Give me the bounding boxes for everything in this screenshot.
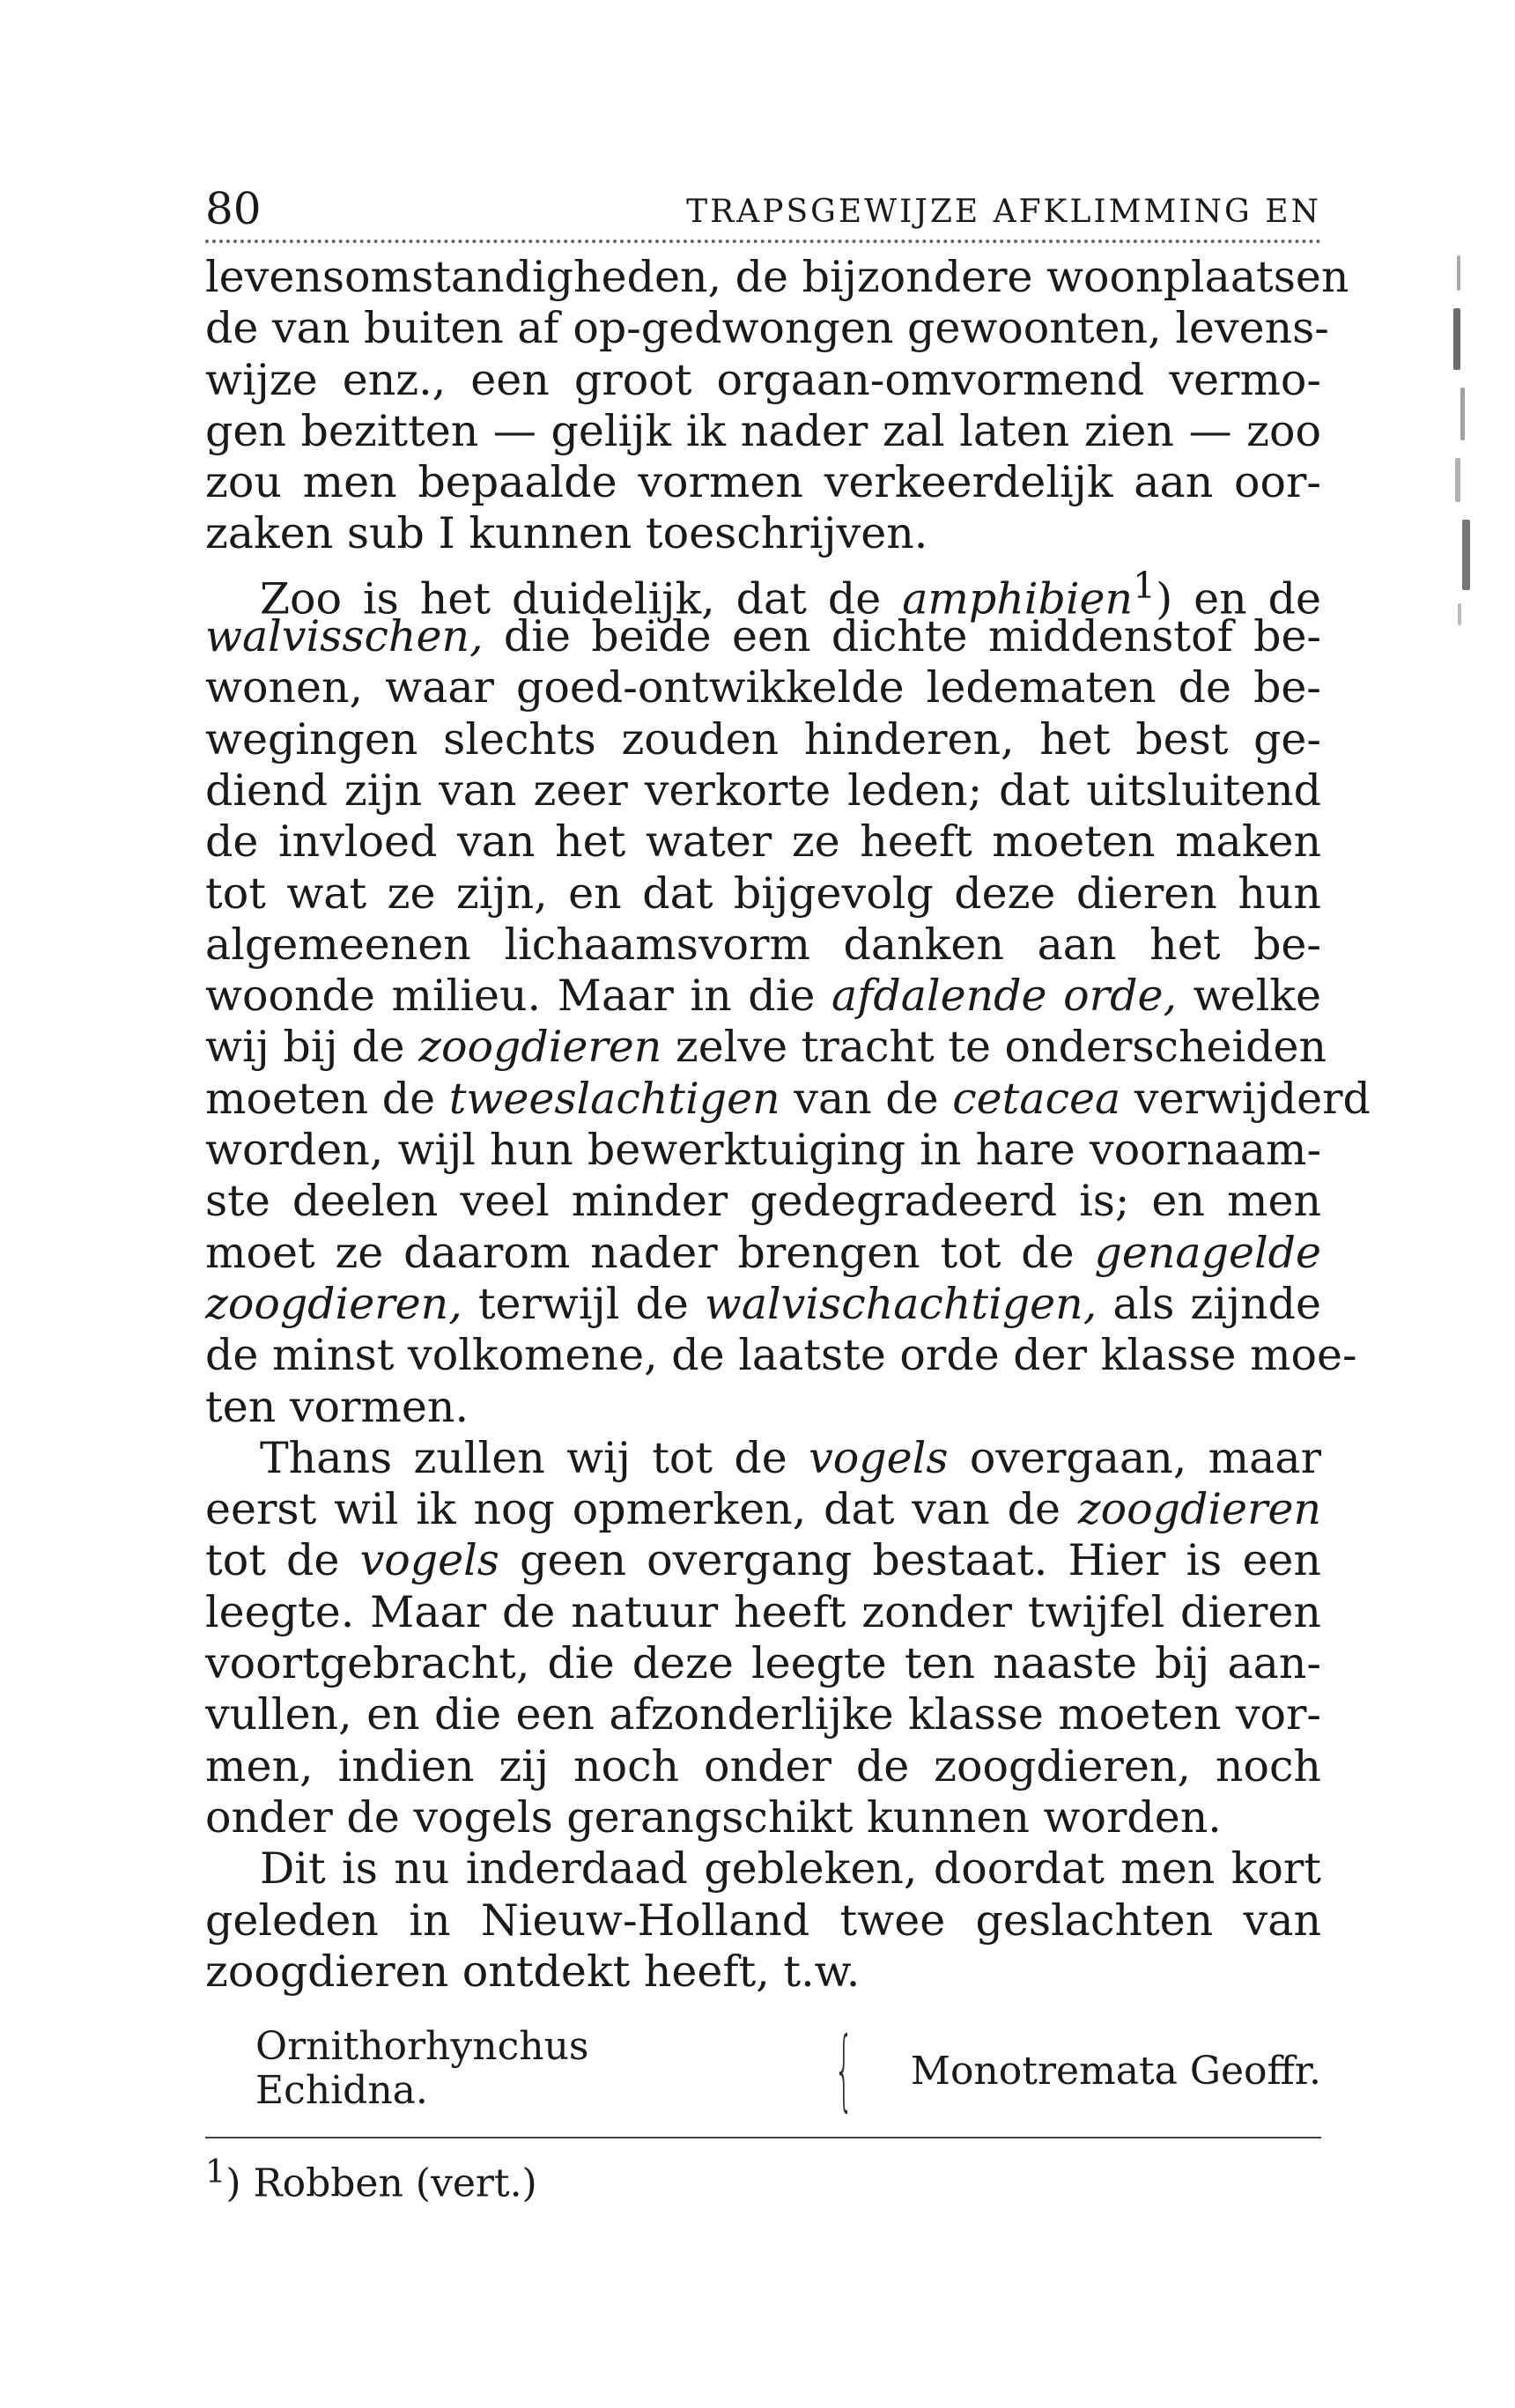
text-line: vullen, en die een afzonderlijke klasse moeten vor- — [205, 1689, 1321, 1740]
footnote-rule — [205, 2137, 1321, 2138]
text-line: men, indien zij noch onder de zoogdieren, noch — [205, 1740, 1321, 1791]
text-line: geleden in Nieuw-Holland twee geslachten van — [205, 1895, 1321, 1946]
text-line: tot wat ze zijn, en dat bijgevolg deze dieren hun — [205, 868, 1321, 919]
text-line: Zoo is het duidelijk, dat de amphibien$^1$) en de — [260, 564, 1321, 624]
text-line: walvisschen, die beide een dichte middenstof be- — [205, 611, 1321, 662]
footnote — [205, 2147, 537, 2209]
footnote-marker: 1 — [205, 2153, 226, 2190]
text-line: voortgebracht, die deze leegte ten naaste bij aan- — [205, 1638, 1321, 1689]
text-line: moet ze daarom nader brengen tot de genagelde — [205, 1227, 1321, 1278]
text-line: ten vormen. — [205, 1381, 469, 1432]
text-line: levensomstandigheden, de bijzondere woonplaatsen — [205, 252, 1349, 302]
header-rule — [205, 240, 1321, 243]
text-line: zoogdieren ontdekt heeft, t.w. — [205, 1946, 861, 1997]
text-line: zaken sub I kunnen toeschrijven. — [205, 508, 928, 559]
text-line: de minst volkomene, de laatste orde der klasse moe- — [205, 1330, 1357, 1381]
text-line: tot de vogels geen overgang bestaat. Hier is een — [205, 1535, 1321, 1586]
genus-item: Echidna. — [255, 2068, 428, 2113]
text-line: gen bezitten — gelijk ik nader zal laten zien — zoo — [205, 405, 1321, 456]
text-line: onder de vogels gerangschikt kunnen worden. — [205, 1791, 1222, 1843]
text-line: ste deelen veel minder gedegradeerd is; en men — [205, 1176, 1321, 1227]
text-line: diend zijn van zeer verkorte leden; dat uitsluitend — [205, 765, 1321, 816]
body-text — [205, 252, 1371, 1998]
text-line: leegte. Maar de natuur heeft zonder twijfel dieren — [205, 1586, 1321, 1637]
text-line: wegingen slechts zouden hinderen, het best ge- — [205, 713, 1321, 765]
text-line: moeten de tweeslachtigen van de cetacea verwijderd — [205, 1073, 1371, 1124]
text-line: Dit is nu inderdaad gebleken, doordat men kort — [260, 1843, 1321, 1895]
scan-edge-marks — [1445, 255, 1474, 625]
text-line: de invloed van het water ze heeft moeten maken — [205, 816, 1321, 868]
text-line: worden, wijl hun bewerktuiging in hare voornaam- — [205, 1125, 1321, 1176]
page-header — [205, 182, 1321, 235]
text-line: Thans zullen wij tot de vogels overgaan, maar — [260, 1432, 1321, 1483]
order-name: Monotremata Geoffr. — [910, 2049, 1321, 2094]
text-line: algemeenen lichaamsvorm danken aan het be- — [205, 919, 1321, 970]
page-number: 80 — [205, 183, 262, 234]
genus-item: Ornithorhynchus — [255, 2024, 589, 2069]
curly-brace-icon: { — [834, 2018, 854, 2121]
footnote-text: ) Robben (vert.) — [225, 2161, 537, 2206]
running-title: TRAPSGEWIJZE AFKLIMMING EN — [686, 194, 1321, 230]
text-line: wij bij de zoogdieren zelve tracht te onderscheiden — [205, 1022, 1327, 1073]
text-line: wijze enz., een groot orgaan-omvormend vermo- — [205, 354, 1321, 405]
text-line: zoogdieren, terwijl de walvischachtigen, als zijnde — [205, 1278, 1321, 1329]
text-line: eerst wil ik nog opmerken, dat van de zoogdieren — [205, 1484, 1321, 1535]
text-line: wonen, waar goed-ontwikkelde ledematen de be- — [205, 662, 1321, 713]
text-line: zou men bepaalde vormen verkeerdelijk aan oor- — [205, 457, 1321, 508]
text-line: de van buiten af op-gedwongen gewoonten, levens- — [205, 303, 1329, 354]
text-line: woonde milieu. Maar in die afdalende orde, welke — [205, 971, 1321, 1022]
genera-list — [255, 2018, 1321, 2121]
